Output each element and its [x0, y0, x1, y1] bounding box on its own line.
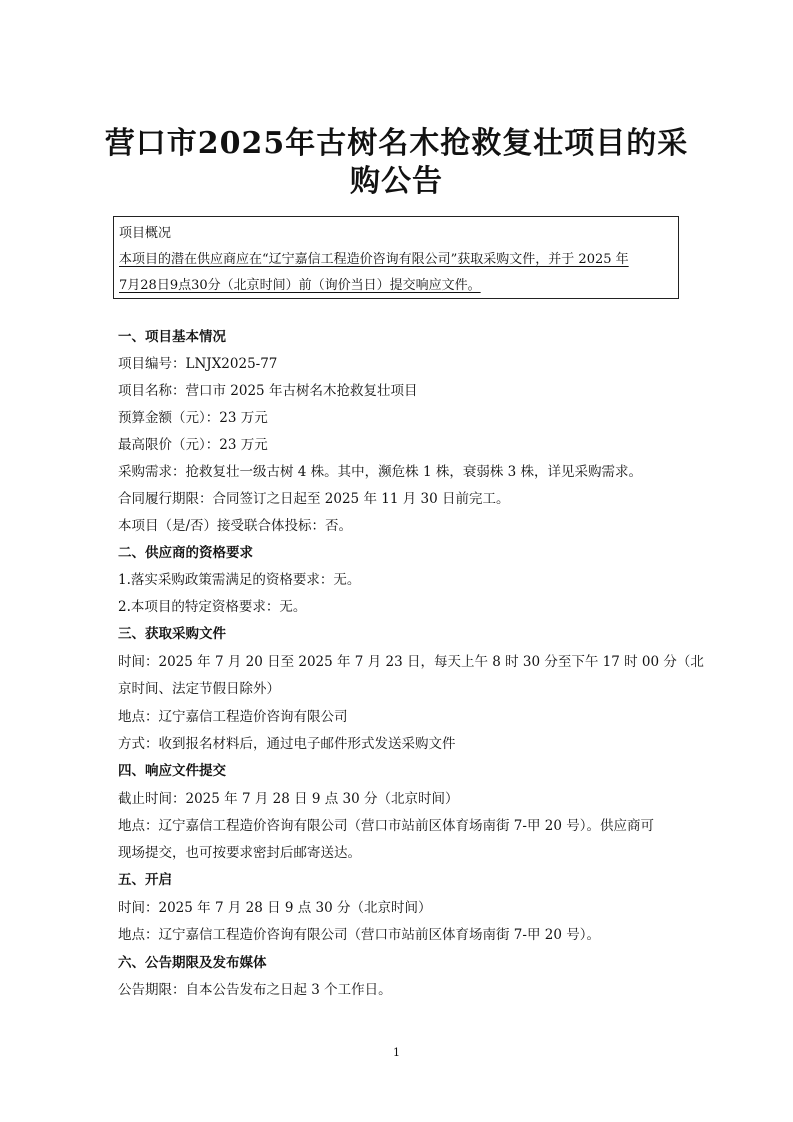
- submission-place-line-2: 现场提交，也可按要求密封后邮寄送达。: [118, 845, 361, 861]
- submission-deadline: 截止时间：2025 年 7 月 28 日 9 点 30 分（北京时间）: [118, 791, 459, 807]
- opening-place: 地点：辽宁嘉信工程造价咨询有限公司（营口市站前区体育场南街 7-甲 20 号）。: [118, 927, 600, 943]
- section-3-heading: 三、获取采购文件: [118, 626, 226, 642]
- overview-box: [113, 216, 679, 299]
- qualification-2: 2.本项目的特定资格要求：无。: [118, 599, 307, 615]
- obtain-method: 方式：收到报名材料后，通过电子邮件形式发送采购文件: [118, 736, 456, 752]
- obtain-place: 地点：辽宁嘉信工程造价咨询有限公司: [118, 709, 348, 725]
- project-name: 项目名称：营口市 2025 年古树名木抢救复壮项目: [118, 383, 418, 399]
- section-4-heading: 四、响应文件提交: [118, 763, 226, 779]
- project-number: 项目编号：LNJX2025-77: [118, 356, 278, 372]
- consortium-bid: 本项目（是/否）接受联合体投标：否。: [118, 518, 353, 534]
- opening-time: 时间：2025 年 7 月 28 日 9 点 30 分（北京时间）: [118, 900, 432, 916]
- max-price: 最高限价（元）：23 万元: [118, 437, 268, 453]
- qualification-1: 1.落实采购政策需满足的资格要求：无。: [118, 572, 361, 588]
- overview-label: 项目概况: [119, 226, 172, 241]
- submission-place-line-1: 地点：辽宁嘉信工程造价咨询有限公司（营口市站前区体育场南街 7-甲 20 号）。供应商可: [118, 818, 654, 834]
- section-2-heading: 二、供应商的资格要求: [118, 545, 253, 561]
- section-6-heading: 六、公告期限及发布媒体: [118, 955, 267, 971]
- page-title-line-1: 营口市2025年古树名木抢救复壮项目的采: [104, 126, 689, 161]
- budget-amount: 预算金额（元）：23 万元: [118, 410, 268, 426]
- procurement-needs: 采购需求：抢救复壮一级古树 4 株。其中，濒危株 1 株，衰弱株 3 株，详见采购需求。: [118, 464, 643, 480]
- overview-line-1: 本项目的潜在供应商应在“辽宁嘉信工程造价咨询有限公司”获取采购文件，并于 2025 年: [119, 252, 629, 267]
- page-title-line-2: 购公告: [350, 164, 443, 199]
- overview-line-2: 7月28日9点30分（北京时间）前（询价当日）提交响应文件。: [119, 278, 481, 293]
- section-5-heading: 五、开启: [118, 872, 172, 888]
- contract-period: 合同履行期限：合同签订之日起至 2025 年 11 月 30 日前完工。: [118, 491, 510, 507]
- section-1-heading: 一、项目基本情况: [118, 329, 226, 345]
- obtain-time-line-1: 时间：2025 年 7 月 20 日至 2025 年 7 月 23 日，每天上午 8 时 30 分至下午 17 时 00 分（北: [118, 654, 704, 670]
- notice-period: 公告期限：自本公告发布之日起 3 个工作日。: [118, 982, 392, 998]
- obtain-time-line-2: 京时间、法定节假日除外）: [118, 681, 280, 697]
- page-number: 1: [393, 1046, 400, 1059]
